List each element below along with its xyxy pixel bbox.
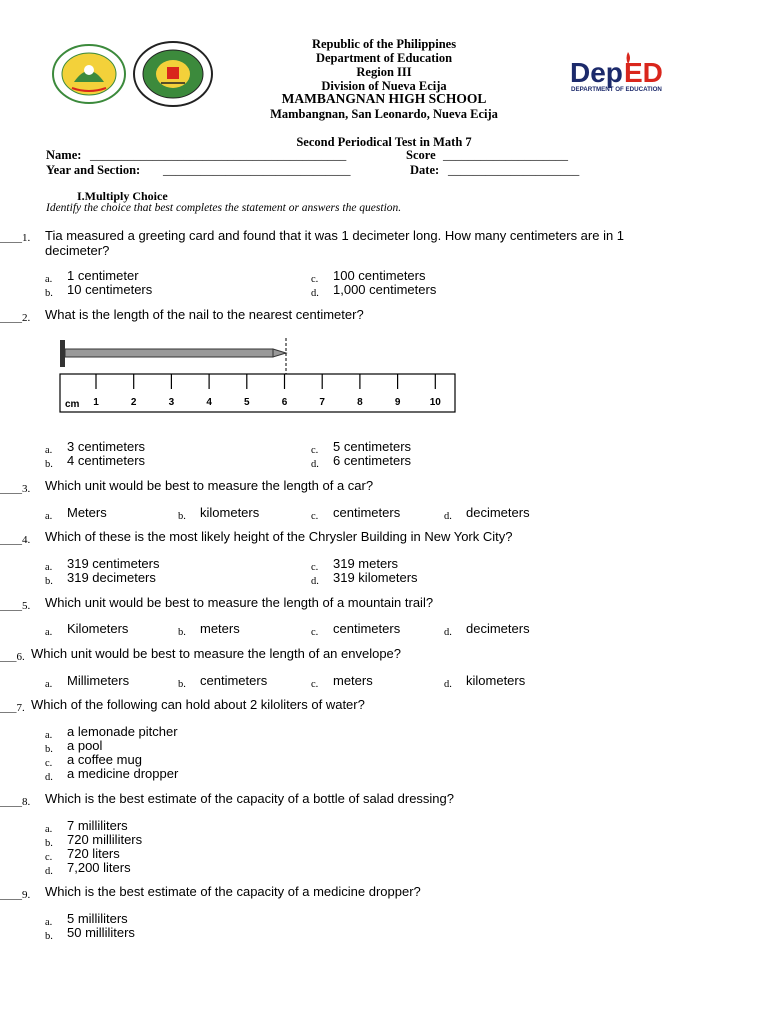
q6-option-a[interactable]: a. Millimeters bbox=[45, 673, 130, 690]
q5-option-d[interactable]: d. decimeters bbox=[444, 621, 530, 638]
nail-shaft bbox=[65, 349, 273, 357]
ruler-unit-label: cm bbox=[65, 399, 80, 410]
ruler-tick-label: 7 bbox=[319, 397, 325, 408]
header-department: Department of Education bbox=[315, 51, 453, 65]
q8-option-b[interactable]: b. 720 milliliters bbox=[45, 832, 143, 849]
question-2: ____2. bbox=[0, 312, 31, 324]
question-8: ____8. bbox=[0, 796, 31, 808]
header-republic: Republic of the Philippines bbox=[311, 37, 457, 51]
ruler-tick-label: 2 bbox=[130, 397, 137, 408]
q2-option-d[interactable]: d. 6 centimeters bbox=[311, 453, 412, 470]
date-field[interactable]: _____________________ bbox=[448, 163, 580, 177]
q2-option-c[interactable]: c. 5 centimeters bbox=[311, 439, 412, 456]
q2-option-a[interactable]: a. 3 centimeters bbox=[45, 439, 146, 456]
q7-option-d[interactable]: d. a medicine dropper bbox=[45, 766, 179, 783]
ruler-tick-label: 5 bbox=[244, 397, 250, 408]
q1-option-d[interactable]: d. 1,000 centimeters bbox=[311, 282, 437, 299]
question-3-text: Which unit would be best to measure the length of a car? bbox=[45, 478, 374, 493]
question-5-text: Which unit would be best to measure the length of a mountain trail? bbox=[45, 595, 434, 610]
ruler-tick-label: 4 bbox=[206, 397, 212, 408]
q4-option-c[interactable]: c. 319 meters bbox=[311, 556, 399, 573]
question-9-text: Which is the best estimate of the capacity of a medicine dropper? bbox=[45, 884, 421, 899]
score-field[interactable]: ____________________ bbox=[443, 148, 568, 162]
q7-option-b[interactable]: b. a pool bbox=[45, 738, 103, 755]
q9-option-a[interactable]: a. 5 milliliters bbox=[45, 911, 128, 928]
question-8-text: Which is the best estimate of the capacity of a bottle of salad dressing? bbox=[45, 791, 454, 806]
nail-head bbox=[60, 340, 65, 367]
name-field[interactable]: _________________________________________ bbox=[90, 148, 347, 162]
score-label: Score bbox=[406, 148, 436, 162]
nail-tip bbox=[273, 349, 286, 357]
nail-ruler-figure bbox=[58, 336, 458, 416]
name-label: Name: bbox=[46, 148, 82, 162]
q1-option-c[interactable]: c. 100 centimeters bbox=[311, 268, 426, 285]
question-2-text: What is the length of the nail to the nearest centimeter? bbox=[45, 307, 364, 322]
q8-option-a[interactable]: a. 7 milliliters bbox=[45, 818, 128, 835]
question-1-text: Tia measured a greeting card and found that it was 1 decimeter long. How many centimeters are in 1 bbox=[45, 228, 625, 243]
ruler-tick-label: 6 bbox=[281, 397, 288, 408]
q6-option-d[interactable]: d. kilometers bbox=[444, 673, 526, 690]
q6-option-b[interactable]: b. centimeters bbox=[178, 673, 268, 690]
svg-text:Dep: Dep bbox=[570, 57, 623, 88]
ruler-tick-label: 1 bbox=[93, 397, 99, 408]
q4-option-b[interactable]: b. 319 decimeters bbox=[45, 570, 156, 587]
q8-option-c[interactable]: c. 720 liters bbox=[45, 846, 120, 863]
header-region: Region III bbox=[356, 65, 412, 79]
question-7: ___7. bbox=[0, 702, 25, 714]
q6-option-c[interactable]: c. meters bbox=[311, 673, 373, 690]
section-label: Year and Section: bbox=[46, 163, 141, 177]
question-4: ____4. bbox=[0, 534, 31, 546]
q3-option-b[interactable]: b. kilometers bbox=[178, 505, 260, 522]
question-6: ___6. bbox=[0, 651, 25, 663]
question-1-text-cont: decimeter? bbox=[45, 243, 110, 258]
q7-option-c[interactable]: c. a coffee mug bbox=[45, 752, 142, 769]
header-division: Division of Nueva Ecija bbox=[321, 79, 447, 93]
svg-text:ED: ED bbox=[624, 57, 663, 88]
date-label: Date: bbox=[410, 163, 440, 177]
q8-option-d[interactable]: d. 7,200 liters bbox=[45, 860, 131, 877]
header-address: Mambangnan, San Leonardo, Nueva Ecija bbox=[270, 107, 498, 121]
ruler-tick-label: 3 bbox=[168, 397, 175, 408]
q5-option-b[interactable]: b. meters bbox=[178, 621, 240, 638]
q9-option-b[interactable]: b. 50 milliliters bbox=[45, 925, 135, 942]
question-7-text: Which of the following can hold about 2 kiloliters of water? bbox=[31, 697, 365, 712]
ruler-tick-label: 9 bbox=[394, 397, 401, 408]
section-title: I.Multiply Choice bbox=[77, 189, 168, 203]
q3-option-d[interactable]: d. decimeters bbox=[444, 505, 530, 522]
q3-option-a[interactable]: a. Meters bbox=[45, 505, 107, 522]
question-6-text: Which unit would be best to measure the length of an envelope? bbox=[31, 646, 402, 661]
question-5: ____5. bbox=[0, 600, 31, 612]
q5-option-a[interactable]: a. Kilometers bbox=[45, 621, 129, 638]
q4-option-d[interactable]: d. 319 kilometers bbox=[311, 570, 418, 587]
ruler-tick-label: 10 bbox=[429, 397, 441, 408]
section-instruction: Identify the choice that best completes the statement or answers the question. bbox=[46, 202, 402, 214]
ruler-tick-label: 8 bbox=[357, 397, 363, 408]
test-title: Second Periodical Test in Math 7 bbox=[296, 135, 472, 149]
section-field[interactable]: ______________________________ bbox=[163, 163, 351, 177]
q2-option-b[interactable]: b. 4 centimeters bbox=[45, 453, 146, 470]
question-1: ____1. bbox=[0, 232, 31, 244]
question-9: ____9. bbox=[0, 889, 31, 901]
q4-option-a[interactable]: a. 319 centimeters bbox=[45, 556, 160, 573]
svg-text:DEPARTMENT OF EDUCATION: DEPARTMENT OF EDUCATION bbox=[571, 86, 662, 93]
q5-option-c[interactable]: c. centimeters bbox=[311, 621, 401, 638]
q7-option-a[interactable]: a. a lemonade pitcher bbox=[45, 724, 178, 741]
q1-option-b[interactable]: b. 10 centimeters bbox=[45, 282, 153, 299]
question-4-text: Which of these is the most likely height of the Chrysler Building in New York City? bbox=[45, 529, 513, 544]
question-3: ____3. bbox=[0, 483, 31, 495]
header-school: MAMBANGNAN HIGH SCHOOL bbox=[281, 91, 487, 106]
q3-option-c[interactable]: c. centimeters bbox=[311, 505, 401, 522]
q1-option-a[interactable]: a. 1 centimeter bbox=[45, 268, 139, 285]
